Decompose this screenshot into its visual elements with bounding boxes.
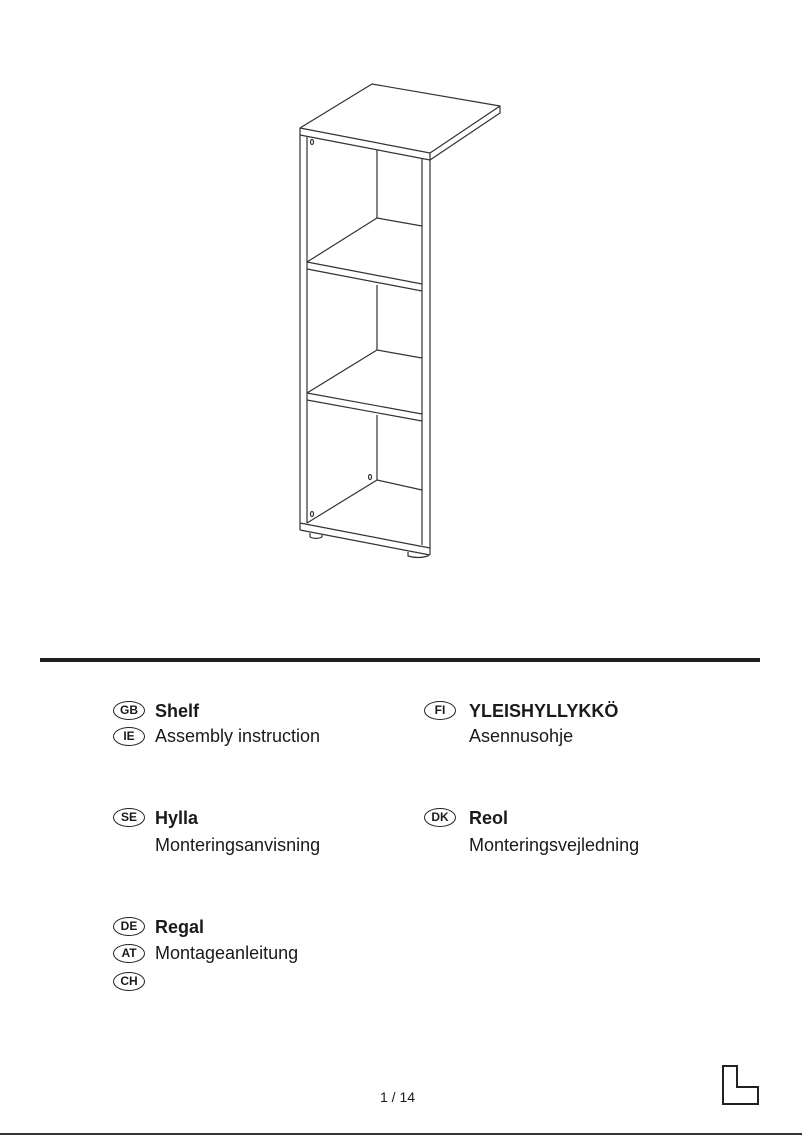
country-badge-ie: IE [113,727,145,746]
country-badge-dk: DK [424,808,456,827]
l-shape-icon [720,1064,762,1106]
section-divider [40,658,760,662]
page-number: 1 / 14 [380,1089,416,1105]
product-title-dk: Reol [469,808,509,828]
country-badge-se: SE [113,808,145,827]
subtitle-fi: Asennusohje [469,726,574,746]
bottom-border [0,1133,802,1135]
country-badge-fi: FI [424,701,456,720]
product-title-fi: YLEISHYLLYKKÖ [469,701,619,721]
product-title-se: Hylla [155,808,199,828]
country-badge-at: AT [113,944,145,963]
subtitle-de: Montageanleitung [155,943,299,963]
product-title-de: Regal [155,917,205,937]
subtitle-dk: Monteringsvejledning [469,835,640,855]
country-badge-ch: CH [113,972,145,991]
country-badge-gb: GB [113,701,145,720]
country-badge-de: DE [113,917,145,936]
subtitle-se: Monteringsanvisning [155,835,321,855]
subtitle-en: Assembly instruction [155,726,321,746]
product-title-en: Shelf [155,701,200,721]
